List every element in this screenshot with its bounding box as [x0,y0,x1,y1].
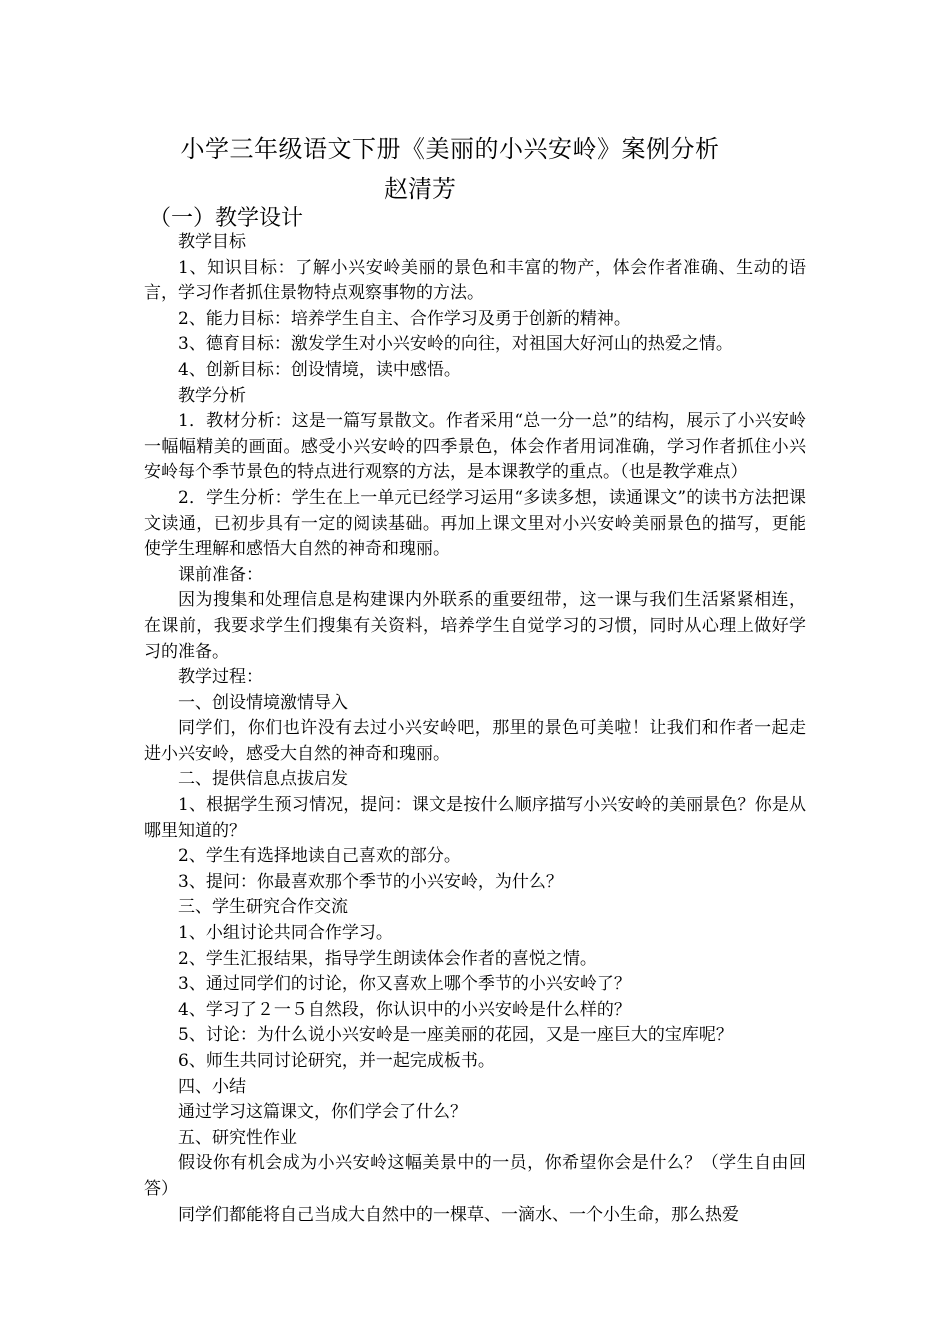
paragraph-ability-goal: 2、能力目标：培养学生自主、合作学习及勇于创新的精神。 [178,308,631,329]
paragraph-teaching-analysis-heading: 教学分析 [178,385,246,406]
paragraph-step-four: 通过学习这篇课文，你们学会了什么？ [178,1102,467,1123]
paragraph-teaching-goals-heading: 教学目标 [178,232,246,252]
paragraph-knowledge-goal: 1、知识目标：了解小兴安岭美丽的景色和丰富的物产，体会作者准确、生动的语言，学习作者抓住景物特点观察事物的方法。 [144,257,806,304]
paragraph-step-three-item-3: 3、通过同学们的讨论，你又喜欢上哪个季节的小兴安岭了？ [178,974,631,995]
document-title: 小学三年级语文下册《美丽的小兴安岭》案例分析 [180,135,720,163]
document-body [144,230,806,1228]
paragraph-step-three-item-4: 4、学习了２一５自然段，你认识中的小兴安岭是什么样的？ [178,999,631,1020]
paragraph-step-two-item-1: 1、根据学生预习情况，提问：课文是按什么顺序描写小兴安岭的美丽景色？你是从哪里知道的？ [144,795,806,841]
paragraph-step-five-heading: 五、研究性作业 [178,1127,297,1148]
paragraph-closing: 同学们都能将自己当成大自然中的一棵草、一滴水、一个小生命，那么热爱 [178,1204,739,1225]
paragraph-student-analysis: 2．学生分析：学生在上一单元已经学习运用“多读多想，读通课文”的读书方法把课文读通，已初步具有一定的阅读基础。再加上课文里对小兴安岭美丽景色的描写，更能使学生理解和感悟大自然的神奇和瑰丽。 [144,487,806,560]
paragraph-step-three-item-2: 2、学生汇报结果，指导学生朗读体会作者的喜悦之情。 [178,948,597,969]
paragraph-step-one-heading: 一、创设情境激情导入 [178,692,348,713]
paragraph-step-four-heading: 四、小结 [178,1076,246,1097]
paragraph-step-two-heading: 二、提供信息点拔启发 [178,769,348,790]
document-author: 赵清芳 [384,175,456,203]
paragraph-step-two-item-2: 2、学生有选择地读自己喜欢的部分。 [178,846,461,867]
paragraph-innovation-goal: 4、创新目标：创设情境，读中感悟。 [178,359,461,380]
paragraph-material-analysis: 1．教材分析：这是一篇写景散文。作者采用“总一分一总”的结构，展示了小兴安岭一幅幅精美的画面。感受小兴安岭的四季景色，体会作者用词准确，学习作者抓住小兴安岭每个季节景色的特点进行观察的方法，是本课教学的重点。（也是教学难点） [144,411,806,483]
paragraph-step-three-item-5: 5、讨论：为什么说小兴安岭是一座美丽的花园，又是一座巨大的宝库呢？ [178,1025,733,1046]
paragraph-step-one: 同学们，你们也许没有去过小兴安岭吧，那里的景色可美啦！让我们和作者一起走进小兴安岭，感受大自然的神奇和瑰丽。 [144,718,806,764]
paragraph-step-three-item-6: 6、师生共同讨论研究，并一起完成板书。 [178,1051,495,1071]
section-heading: （一）教学设计 [149,206,304,231]
paragraph-preparation: 因为搜集和处理信息是构建课内外联系的重要纽带，这一课与我们生活紧紧相连，在课前，我要求学生们搜集有关资料，培养学生自觉学习的习惯，同时从心理上做好学习的准备。 [144,590,806,662]
paragraph-step-five: 假设你有机会成为小兴安岭这幅美景中的一员，你希望你会是什么？（学生自由回答） [144,1153,806,1199]
paragraph-moral-goal: 3、德育目标：激发学生对小兴安岭的向往，对祖国大好河山的热爱之情。 [178,334,733,355]
paragraph-step-three-heading: 三、学生研究合作交流 [178,897,348,918]
paragraph-process-heading: 教学过程： [178,667,263,688]
paragraph-preparation-heading: 课前准备： [178,564,263,585]
paragraph-step-two-item-3: 3、提问：你最喜欢那个季节的小兴安岭，为什么？ [178,871,563,892]
paragraph-step-three-item-1: 1、小组讨论共同合作学习。 [178,923,393,944]
